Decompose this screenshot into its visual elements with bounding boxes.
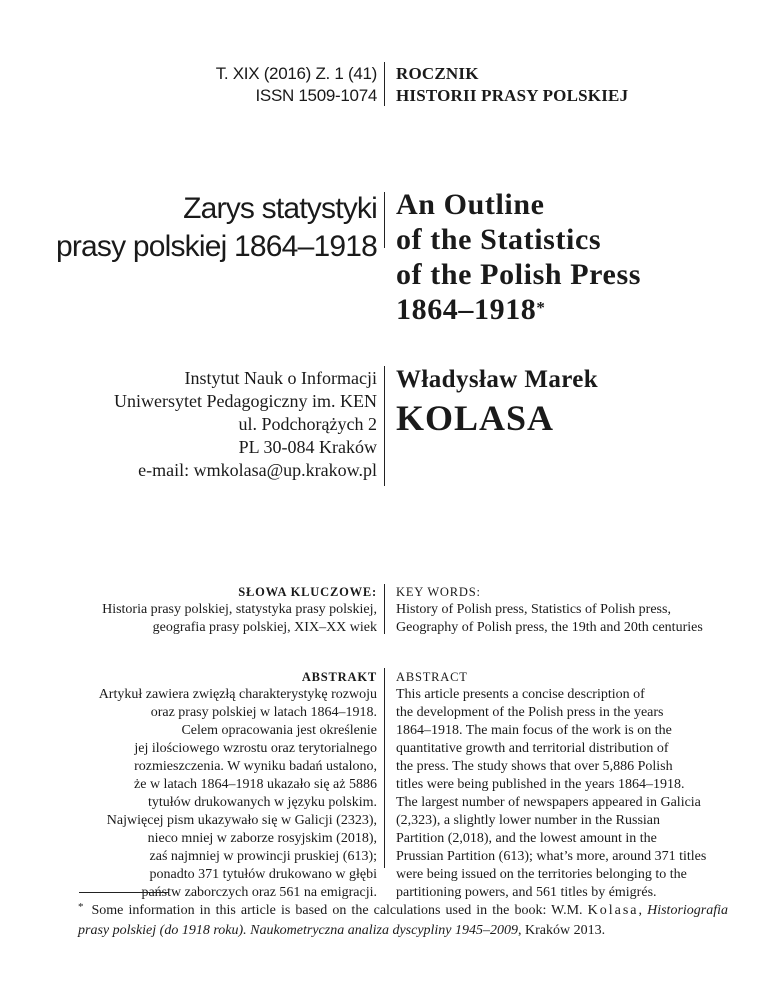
abstract-polish-line: że w latach 1864–1918 ukazało się aż 5886 [134,777,377,792]
journal-name-line1: ROCZNIK [396,64,479,83]
footnote-separator [79,892,169,893]
title-polish-line1: Zarys statystyki [183,192,377,225]
abstract-english-line: partitioning powers, and 561 titles by émigrés. [396,885,657,900]
column-divider-header [384,62,385,106]
abstract-english-line: (2,323), a slightly lower number in the Russian [396,813,661,828]
journal-name [396,63,628,107]
abstract-polish-line: zaś najmniej w prowincji pruskiej (613); [149,849,377,864]
column-divider-abstract [384,668,385,868]
keywords-polish-line1: Historia prasy polskiej, statystyka prasy polskiej, [102,602,377,617]
keywords-polish-line2: geografia prasy polskiej, XIX–XX wiek [152,620,377,635]
footnote-text: Some information in this article is based on the calculations used in the book: W.M. [91,903,588,918]
abstract-english-heading: ABSTRACT [396,670,468,684]
title-polish-line2: prasy polskiej 1864–1918 [55,230,377,263]
abstract-english-line: This article presents a concise description of [396,687,645,702]
abstract-polish-line: jej ilościowego wzrostu oraz terytorialnego [134,741,377,756]
journal-name-line2: HISTORII PRASY POLSKIEJ [396,86,629,105]
affiliation-university: Uniwersytet Pedagogiczny im. KEN [114,391,377,411]
footnote-body [60,901,728,940]
column-divider-title [384,192,385,248]
volume-number: T. XIX (2016) Z. 1 (41) [215,64,377,83]
author-surname: KOLASA [396,398,555,438]
title-english [396,187,641,327]
footnote-book-title: Historiografia prasy polskiej (do 1918 roku). Naukometryczna analiza dyscypliny 1945–2009 [78,903,729,938]
abstract-polish-heading: ABSTRAKT [301,670,377,684]
abstract-english-line: the press. The study shows that over 5,886 Polish [396,759,673,774]
abstract-english-line: 1864–1918. The main focus of the work is on the [396,723,672,738]
keywords-english-line2: Geography of Polish press, the 19th and 20th centuries [396,620,703,635]
affiliation-street: ul. Podchorążych 2 [238,414,377,434]
abstract-polish [99,668,377,902]
footnote-cited-author: Kolasa [587,903,639,918]
title-polish [56,190,377,266]
title-english-line2: of the Statistics [396,223,602,256]
abstract-english-line: the development of the Polish press in the years [396,705,664,720]
title-english-line3: of the Polish Press [396,258,641,291]
column-divider-keywords [384,584,385,634]
column-divider-affiliation [384,366,385,486]
abstract-polish-line: oraz prasy polskiej w latach 1864–1918. [150,705,377,720]
title-english-line1: An Outline [396,188,545,221]
keywords-english-heading: KEY WORDS: [396,585,481,599]
footnote-publication: , Kraków 2013. [518,923,606,938]
affiliation-email[interactable]: e-mail: wmkolasa@up.krakow.pl [138,460,377,480]
abstract-polish-line: ponadto 371 tytułów drukowano w głębi [149,867,377,882]
affiliation-institute: Instytut Nauk o Informacji [184,368,377,388]
issn: ISSN 1509-1074 [255,86,377,105]
journal-issue-info [216,63,377,107]
keywords-english [396,583,703,637]
abstract-english-line: Partition (2,018), and the lowest amount in the [396,831,657,846]
abstract-english-line: Prussian Partition (613); what’s more, around 371 titles [396,849,707,864]
abstract-polish-line: Celem opracowania jest określenie [181,723,377,738]
abstract-english [396,668,706,902]
abstract-english-line: titles were being published in the years 1864–1918. [396,777,685,792]
abstract-english-line: The largest number of newspapers appeared in Galicia [396,795,701,810]
keywords-english-line1: History of Polish press, Statistics of Polish press, [396,602,671,617]
abstract-english-line: quantitative growth and territorial distribution of [396,741,669,756]
abstract-polish-line: Artykuł zawiera zwięzłą charakterystykę rozwoju [98,687,377,702]
abstract-polish-line: państw zaborczych oraz 561 na emigracji. [141,885,377,900]
keywords-polish-heading: SŁOWA KLUCZOWE: [238,585,377,599]
abstract-polish-line: rozmieszczenia. W wyniku badań ustalono, [134,759,377,774]
abstract-polish-line: tytułów drukowanych w języku polskim. [147,795,377,810]
abstract-polish-line: nieco mniej w zaborze rosyjskim (2018), [147,831,377,846]
footnote-mark: * [78,901,84,913]
keywords-polish [102,583,377,637]
footnote-comma: , [638,903,643,918]
affiliation-city: PL 30-084 Kraków [238,437,377,457]
title-english-line4 [396,292,641,327]
author-first-names: Władysław Marek [396,366,599,393]
author-affiliation [114,367,377,482]
title-years: 1864–1918 [396,293,537,326]
footnote-reference[interactable]: * [536,298,546,317]
footnote [60,901,728,940]
abstract-polish-line: Najwięcej pism ukazywało się w Galicji (2323), [106,813,377,828]
abstract-english-line: were being issued on the territories belonging to the [396,867,687,882]
